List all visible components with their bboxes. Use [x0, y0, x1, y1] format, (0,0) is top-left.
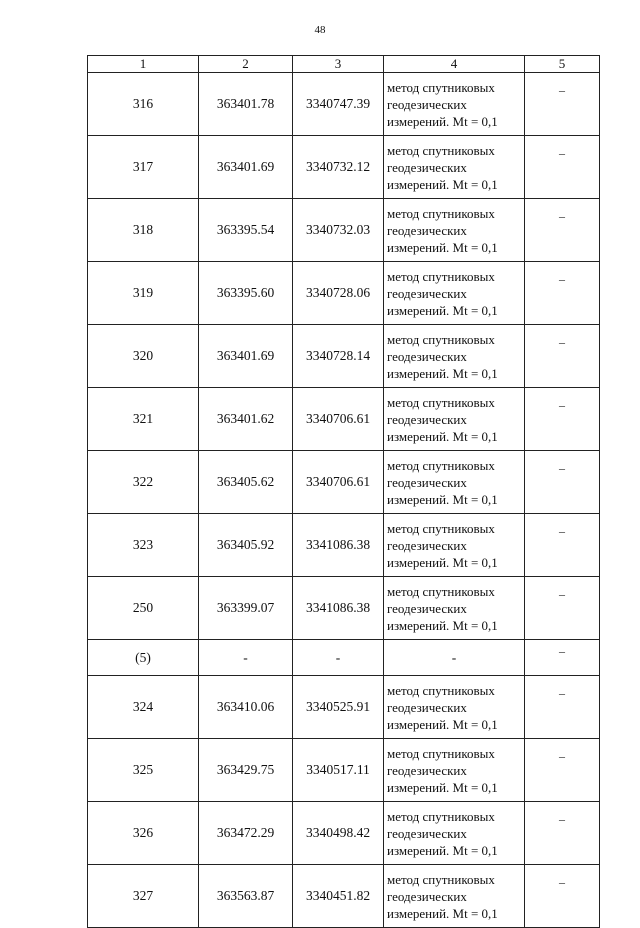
method-line: измерений. Mt = 0,1: [387, 905, 498, 921]
method-line: измерений. Mt = 0,1: [387, 365, 498, 381]
method-line: геодезических: [387, 474, 467, 490]
header-row: [88, 56, 600, 73]
y-coordinate-cell: -: [293, 640, 384, 676]
method-line: геодезических: [387, 762, 467, 778]
method-line: метод спутниковых: [387, 268, 495, 284]
method-cell: [384, 325, 525, 388]
y-coordinate-cell: 3341086.38: [293, 514, 384, 577]
method-cell: [384, 262, 525, 325]
method-line: геодезических: [387, 411, 467, 427]
method-line: метод спутниковых: [387, 520, 495, 536]
table-row: [88, 739, 600, 802]
method-line: метод спутниковых: [387, 331, 495, 347]
method-line: измерений. Mt = 0,1: [387, 239, 498, 255]
method-cell: [384, 676, 525, 739]
table-body: [88, 73, 600, 928]
table-row: [88, 577, 600, 640]
method-line: метод спутниковых: [387, 871, 495, 887]
method-line: геодезических: [387, 159, 467, 175]
method-line: геодезических: [387, 600, 467, 616]
method-cell: [384, 640, 525, 676]
mark-cell: –: [525, 325, 600, 388]
header-cell-5: 5: [525, 56, 600, 73]
x-coordinate-cell: 363410.06: [199, 676, 293, 739]
method-line: измерений. Mt = 0,1: [387, 842, 498, 858]
point-number-cell: 322: [88, 451, 199, 514]
table-row: [88, 73, 600, 136]
method-line: измерений. Mt = 0,1: [387, 491, 498, 507]
method-cell: [384, 865, 525, 928]
method-cell: [384, 451, 525, 514]
mark-cell: –: [525, 73, 600, 136]
method-line: измерений. Mt = 0,1: [387, 176, 498, 192]
mark-cell: –: [525, 676, 600, 739]
point-number-cell: 321: [88, 388, 199, 451]
method-line: геодезических: [387, 699, 467, 715]
method-line: метод спутниковых: [387, 583, 495, 599]
x-coordinate-cell: 363401.69: [199, 325, 293, 388]
point-number-cell: 318: [88, 199, 199, 262]
method-line: измерений. Mt = 0,1: [387, 113, 498, 129]
point-number-cell: 326: [88, 802, 199, 865]
point-number-cell: 320: [88, 325, 199, 388]
method-line: геодезических: [387, 825, 467, 841]
table-row: [88, 514, 600, 577]
separator-row: [88, 640, 600, 676]
method-line: геодезических: [387, 888, 467, 904]
method-line: измерений. Mt = 0,1: [387, 716, 498, 732]
y-coordinate-cell: 3340706.61: [293, 388, 384, 451]
method-cell: [384, 739, 525, 802]
point-number-cell: 327: [88, 865, 199, 928]
x-coordinate-cell: 363401.69: [199, 136, 293, 199]
mark-cell: –: [525, 739, 600, 802]
method-line: геодезических: [387, 348, 467, 364]
x-coordinate-cell: 363405.92: [199, 514, 293, 577]
method-line: метод спутниковых: [387, 745, 495, 761]
point-number-cell: 250: [88, 577, 199, 640]
method-line: геодезических: [387, 96, 467, 112]
x-coordinate-cell: -: [199, 640, 293, 676]
y-coordinate-cell: 3340728.06: [293, 262, 384, 325]
method-cell: [384, 199, 525, 262]
point-number-cell: 317: [88, 136, 199, 199]
table-row: [88, 865, 600, 928]
mark-cell: –: [525, 199, 600, 262]
y-coordinate-cell: 3340747.39: [293, 73, 384, 136]
point-number-cell: 325: [88, 739, 199, 802]
x-coordinate-cell: 363399.07: [199, 577, 293, 640]
mark-cell: –: [525, 262, 600, 325]
method-line: геодезических: [387, 285, 467, 301]
mark-cell: –: [525, 577, 600, 640]
point-number-cell: 319: [88, 262, 199, 325]
table-row: [88, 199, 600, 262]
header-cell-2: 2: [199, 56, 293, 73]
mark-cell: –: [525, 388, 600, 451]
method-line: измерений. Mt = 0,1: [387, 617, 498, 633]
table-row: [88, 451, 600, 514]
method-line: измерений. Mt = 0,1: [387, 428, 498, 444]
y-coordinate-cell: 3340706.61: [293, 451, 384, 514]
x-coordinate-cell: 363401.62: [199, 388, 293, 451]
method-line: метод спутниковых: [387, 457, 495, 473]
method-line: геодезических: [387, 222, 467, 238]
table-row: [88, 136, 600, 199]
x-coordinate-cell: 363563.87: [199, 865, 293, 928]
table-row: [88, 388, 600, 451]
method-line: метод спутниковых: [387, 682, 495, 698]
x-coordinate-cell: 363429.75: [199, 739, 293, 802]
method-line: метод спутниковых: [387, 79, 495, 95]
method-line: измерений. Mt = 0,1: [387, 779, 498, 795]
mark-cell: –: [525, 514, 600, 577]
x-coordinate-cell: 363405.62: [199, 451, 293, 514]
x-coordinate-cell: 363395.54: [199, 199, 293, 262]
point-number-cell: (5): [88, 640, 199, 676]
method-cell: [384, 802, 525, 865]
method-line: метод спутниковых: [387, 394, 495, 410]
x-coordinate-cell: 363401.78: [199, 73, 293, 136]
method-line: измерений. Mt = 0,1: [387, 302, 498, 318]
point-number-cell: 323: [88, 514, 199, 577]
method-cell: [384, 73, 525, 136]
mark-cell: –: [525, 802, 600, 865]
table-row: [88, 676, 600, 739]
mark-cell: –: [525, 451, 600, 514]
table-row: [88, 325, 600, 388]
coordinates-table: [87, 55, 600, 928]
y-coordinate-cell: 3341086.38: [293, 577, 384, 640]
mark-cell: –: [525, 640, 600, 676]
y-coordinate-cell: 3340728.14: [293, 325, 384, 388]
header-cell-3: 3: [293, 56, 384, 73]
y-coordinate-cell: 3340525.91: [293, 676, 384, 739]
method-cell: [384, 136, 525, 199]
header-cell-1: 1: [88, 56, 199, 73]
method-cell: [384, 577, 525, 640]
y-coordinate-cell: 3340451.82: [293, 865, 384, 928]
mark-cell: –: [525, 136, 600, 199]
method-line: измерений. Mt = 0,1: [387, 554, 498, 570]
y-coordinate-cell: 3340732.12: [293, 136, 384, 199]
method-cell: [384, 388, 525, 451]
table-row: [88, 802, 600, 865]
y-coordinate-cell: 3340517.11: [293, 739, 384, 802]
x-coordinate-cell: 363472.29: [199, 802, 293, 865]
method-cell: [384, 514, 525, 577]
mark-cell: –: [525, 865, 600, 928]
method-line: -: [451, 649, 457, 665]
method-line: метод спутниковых: [387, 205, 495, 221]
y-coordinate-cell: 3340732.03: [293, 199, 384, 262]
point-number-cell: 324: [88, 676, 199, 739]
table-row: [88, 262, 600, 325]
method-line: геодезических: [387, 537, 467, 553]
y-coordinate-cell: 3340498.42: [293, 802, 384, 865]
method-line: метод спутниковых: [387, 142, 495, 158]
header-cell-4: 4: [384, 56, 525, 73]
point-number-cell: 316: [88, 73, 199, 136]
method-line: метод спутниковых: [387, 808, 495, 824]
x-coordinate-cell: 363395.60: [199, 262, 293, 325]
page-number: 48: [314, 24, 326, 36]
